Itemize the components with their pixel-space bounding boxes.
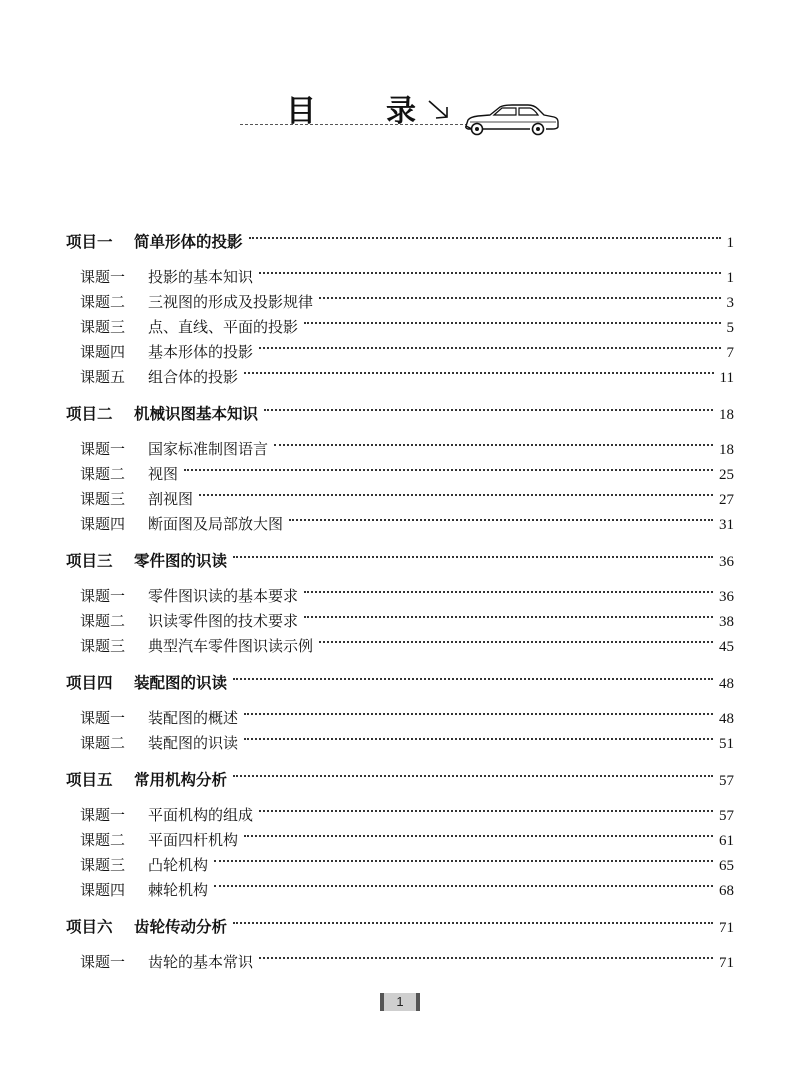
dot-leader <box>319 282 720 307</box>
page-number: 11 <box>719 370 734 386</box>
dot-leader <box>184 454 713 479</box>
dot-leader <box>233 663 713 688</box>
topic-title: 棘轮机构 <box>148 881 209 899</box>
project-code: 项目四 <box>66 673 113 692</box>
topic-title: 剖视图 <box>148 490 194 508</box>
page-number-badge: 1 <box>380 993 420 1011</box>
dot-leader <box>289 504 713 529</box>
topic-title: 零件图识读的基本要求 <box>148 587 299 605</box>
page-number: 7 <box>726 345 734 361</box>
topic-title: 凸轮机构 <box>148 856 209 874</box>
topic-code: 课题二 <box>80 612 126 630</box>
topic-code: 课题一 <box>80 709 126 727</box>
page-number: 1 <box>726 235 734 251</box>
dot-leader <box>214 845 713 870</box>
topic-title: 典型汽车零件图识读示例 <box>148 637 314 655</box>
title-char-lu: 录 <box>386 94 416 129</box>
page-number: 48 <box>719 711 734 727</box>
toc-project-row <box>66 663 734 692</box>
topic-code: 课题二 <box>80 293 126 311</box>
topic-title: 投影的基本知识 <box>148 268 254 286</box>
page-number: 71 <box>719 955 734 971</box>
toc-project-row <box>66 394 734 423</box>
toc-topic-row <box>66 576 734 605</box>
dot-leader <box>199 479 713 504</box>
dot-leader <box>304 307 720 332</box>
title-char-mu: 目 <box>286 94 316 129</box>
page-number: 1 <box>726 270 734 286</box>
page-number: 57 <box>719 808 734 824</box>
toc-header <box>240 78 560 138</box>
dot-leader <box>319 626 713 651</box>
topic-code: 课题三 <box>80 490 126 508</box>
header-dashed-line <box>240 124 468 125</box>
toc-topic-row <box>66 795 734 824</box>
topic-title: 齿轮的基本常识 <box>148 953 254 971</box>
topic-title: 平面四杆机构 <box>148 831 239 849</box>
topic-title: 点、直线、平面的投影 <box>148 318 299 336</box>
project-code: 项目六 <box>66 917 113 936</box>
project-code: 项目五 <box>66 770 113 789</box>
project-title: 常用机构分析 <box>134 770 228 789</box>
topic-code: 课题二 <box>80 831 126 849</box>
toc-project-row <box>66 541 734 570</box>
topic-title: 识读零件图的技术要求 <box>148 612 299 630</box>
page-number: 68 <box>719 883 734 899</box>
page-number: 27 <box>719 492 734 508</box>
dot-leader <box>304 576 713 601</box>
topic-title: 装配图的识读 <box>148 734 239 752</box>
page-number: 48 <box>719 676 734 692</box>
toc-project-row <box>66 907 734 936</box>
page-number: 25 <box>719 467 734 483</box>
dot-leader <box>244 820 713 845</box>
topic-title: 断面图及局部放大图 <box>148 515 284 533</box>
project-code: 项目三 <box>66 551 113 570</box>
topic-title: 基本形体的投影 <box>148 343 254 361</box>
dot-leader <box>233 907 713 932</box>
toc-topic-row <box>66 942 734 971</box>
page-number: 36 <box>719 589 734 605</box>
dot-leader <box>244 698 713 723</box>
topic-code: 课题一 <box>80 587 126 605</box>
dot-leader <box>233 541 713 566</box>
page-number: 38 <box>719 614 734 630</box>
dot-leader <box>274 429 713 454</box>
page-number: 18 <box>719 407 734 423</box>
page-number: 57 <box>719 773 734 789</box>
toc-topic-row <box>66 698 734 727</box>
topic-code: 课题四 <box>80 881 126 899</box>
topic-code: 课题四 <box>80 515 126 533</box>
dot-leader <box>244 723 713 748</box>
dot-leader <box>233 760 713 785</box>
dot-leader <box>214 870 713 895</box>
topic-title: 国家标准制图语言 <box>148 440 269 458</box>
topic-code: 课题四 <box>80 343 126 361</box>
table-of-contents <box>66 222 734 971</box>
topic-code: 课题五 <box>80 368 126 386</box>
dot-leader <box>259 942 713 967</box>
dot-leader <box>259 332 720 357</box>
dot-leader <box>259 257 720 282</box>
topic-code: 课题一 <box>80 953 126 971</box>
toc-topic-row <box>66 429 734 458</box>
project-code: 项目二 <box>66 404 113 423</box>
topic-code: 课题一 <box>80 806 126 824</box>
topic-title: 装配图的概述 <box>148 709 239 727</box>
project-code: 项目一 <box>66 232 113 251</box>
toc-topic-row <box>66 257 734 286</box>
page-number: 61 <box>719 833 734 849</box>
page-number: 5 <box>726 320 734 336</box>
topic-code: 课题三 <box>80 637 126 655</box>
page-number: 18 <box>719 442 734 458</box>
topic-code: 课题三 <box>80 856 126 874</box>
sedan-car-icon <box>462 100 560 138</box>
page-number: 36 <box>719 554 734 570</box>
project-title: 齿轮传动分析 <box>134 917 228 936</box>
project-title: 简单形体的投影 <box>134 232 243 251</box>
topic-code: 课题二 <box>80 465 126 483</box>
topic-code: 课题二 <box>80 734 126 752</box>
dot-leader <box>249 222 721 247</box>
topic-code: 课题三 <box>80 318 126 336</box>
page-number: 31 <box>719 517 734 533</box>
toc-project-row <box>66 222 734 251</box>
page-number: 71 <box>719 920 734 936</box>
topic-title: 平面机构的组成 <box>148 806 254 824</box>
dot-leader <box>304 601 713 626</box>
toc-project-row <box>66 760 734 789</box>
topic-title: 三视图的形成及投影规律 <box>148 293 314 311</box>
arrow-down-right-icon <box>426 98 452 122</box>
project-title: 装配图的识读 <box>134 673 228 692</box>
topic-title: 组合体的投影 <box>148 368 239 386</box>
topic-code: 课题一 <box>80 440 126 458</box>
topic-title: 视图 <box>148 465 179 483</box>
page-number: 45 <box>719 639 734 655</box>
page-number: 65 <box>719 858 734 874</box>
project-title: 零件图的识读 <box>134 551 228 570</box>
page-number: 3 <box>726 295 734 311</box>
dot-leader <box>244 357 714 382</box>
page-number: 51 <box>719 736 734 752</box>
dot-leader <box>259 795 713 820</box>
topic-code: 课题一 <box>80 268 126 286</box>
project-title: 机械识图基本知识 <box>134 404 259 423</box>
dot-leader <box>264 394 713 419</box>
